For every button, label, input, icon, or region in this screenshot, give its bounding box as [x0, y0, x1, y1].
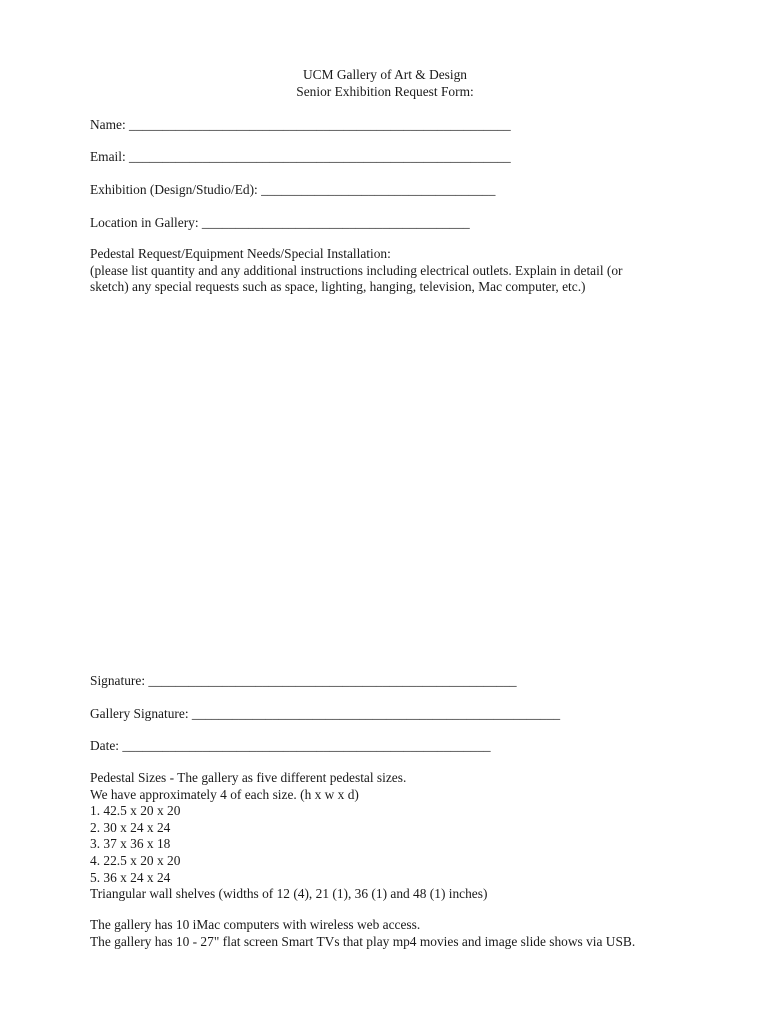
requests-heading: Pedestal Request/Equipment Needs/Special Installation: — [90, 246, 391, 261]
wall-shelves-note: Triangular wall shelves (widths of 12 (4), 21 (1), 36 (1) and 48 (1) inches) — [90, 886, 488, 902]
tv-note: The gallery has 10 - 27" flat screen Smart TVs that play mp4 movies and image slide shows via USB. — [90, 933, 636, 949]
requests-instructions-line1: (please list quantity and any additional instructions including electrical outlets. Explain in detail (or — [90, 262, 623, 278]
date-field[interactable]: Date: _______________________________________________________ — [90, 738, 491, 753]
gallery-signature-field[interactable]: Gallery Signature: _______________________________________________________ — [90, 706, 561, 721]
requests-instructions-line2: sketch) any special requests such as space, lighting, hanging, television, Mac computer, etc.) — [90, 279, 586, 295]
form-subtitle: Senior Exhibition Request Form: — [296, 84, 474, 99]
pedestal-size-item: 5. 36 x 24 x 24 — [90, 869, 171, 885]
signature-field[interactable]: Signature: _______________________________________________________ — [90, 673, 517, 688]
name-field[interactable]: Name: _________________________________________________________ — [90, 117, 511, 132]
requests-section — [90, 246, 690, 296]
email-field[interactable]: Email: _________________________________________________________ — [90, 149, 511, 164]
pedestal-heading: Pedestal Sizes - The gallery as five different pedestal sizes. — [90, 770, 407, 785]
equipment-section — [90, 917, 690, 950]
pedestal-size-item: 2. 30 x 24 x 24 — [90, 819, 171, 835]
pedestal-size-item: 3. 37 x 36 x 18 — [90, 836, 171, 852]
imac-note: The gallery has 10 iMac computers with wireless web access. — [90, 917, 421, 932]
form-title: UCM Gallery of Art & Design — [302, 67, 467, 82]
pedestal-size-item: 1. 42.5 x 20 x 20 — [90, 803, 181, 819]
pedestal-size-item: 4. 22.5 x 20 x 20 — [90, 852, 181, 868]
requests-blank-area[interactable] — [90, 300, 690, 660]
exhibition-field[interactable]: Exhibition (Design/Studio/Ed): ___________________________________ — [90, 182, 496, 197]
pedestal-sizes-section — [90, 770, 690, 903]
pedestal-note: We have approximately 4 of each size. (h x w x d) — [90, 786, 359, 802]
location-field[interactable]: Location in Gallery: ________________________________________ — [90, 215, 470, 230]
